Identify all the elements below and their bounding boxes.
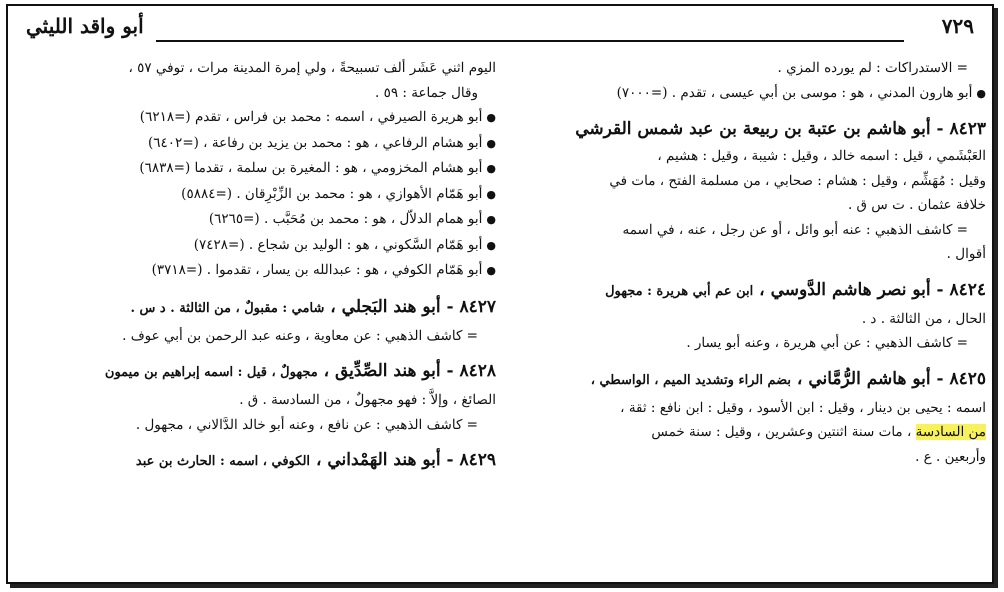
text-line: = كاشف الذهبي : عن أبي هريرة ، وعنه أبو يسار . — [686, 335, 968, 351]
bullet-line: ●أبو هريرة الصيرفي ، اسمه : محمد بن فراس ، تقدم (=٦٢١٨) — [139, 109, 496, 125]
bullet-icon: ● — [486, 238, 496, 252]
bullet-line: ●أبو هارون المدني ، هو : موسى بن أبي عيسى ، تقدم . (=٧٠٠٠) — [616, 84, 986, 101]
running-title: أبو واقد الليثي — [26, 14, 144, 38]
bullet-icon: ● — [486, 187, 496, 201]
bullet-line: ●أبو هَمّام السَّكوني ، هو : الوليد بن شجاع . (=٧٤٢٨) — [193, 236, 496, 253]
bullet-icon: ● — [486, 136, 496, 150]
bullet-icon: ● — [486, 111, 496, 124]
bullet-line: ●أبو هشام المخزومي ، هو : المغيرة بن سلمة ، تقدما (=٦٨٣٨) — [139, 160, 496, 176]
text-line: وقيل : مُهَشِّم ، وقيل : هشام : صحابي ، من مسلمة الفتح ، مات في — [609, 172, 986, 189]
entry-8424-heading: ٨٤٢٤ - أبو نصر هاشم الدَّوسي ، ابن عم أبي هريرة : مجهول — [605, 279, 986, 300]
bullet-line: ●أبو هَمّام الأهوازي ، هو : محمد بن الزِّبْرِقان . (=٥٨٨٤) — [181, 185, 496, 202]
entry-8425-heading: ٨٤٢٥ - أبو هاشم الرُّمَّاني ، بضم الراء وتشديد الميم ، الواسطي ، — [590, 368, 986, 389]
page-frame — [6, 4, 994, 584]
entry-8428-heading: ٨٤٢٨ - أبو هند الصِّدِّيق ، مجهولٌ ، قيل : اسمه إبراهيم بن ميمون — [104, 361, 496, 381]
page-number: ٧٢٩ — [941, 14, 974, 38]
text-line: = الاستدراكات : لم يورده المزي . — [777, 60, 968, 76]
bullet-line: ●أبو همام الدلاّل ، هو : محمد بن مُحَبَّب . (=٦٢٦٥) — [208, 211, 496, 227]
page-header — [26, 14, 974, 48]
bullet-icon: ● — [486, 162, 496, 175]
text-line: الحال ، من الثالثة . د . — [861, 310, 986, 327]
text-line: = كاشف الذهبي : عن نافع ، وعنه أبو خالد الدَّالاني ، مجهول . — [135, 416, 478, 433]
entry-8423-heading: ٨٤٢٣ - أبو هاشم بن عتبة بن ربيعة بن عبد شمس القرشي — [575, 119, 986, 139]
text-line: خلافة عثمان . ت س ق . — [847, 197, 986, 213]
text-line: من السادسة ، مات سنة اثنتين وعشرين ، وقيل : سنة خمس — [651, 424, 986, 440]
text-line: = كاشف الذهبي : عنه أبو وائل ، أو عن رجل ، عنه ، في اسمه — [622, 221, 968, 238]
bullet-line: ●أبو هشام الرفاعي ، هو : محمد بن يزيد بن رفاعة ، (=٦٤٠٢) — [148, 134, 496, 151]
text-line: = كاشف الذهبي : عن معاوية ، وعنه عبد الرحمن بن أبي عوف . — [122, 327, 478, 344]
text-line: وأربعين . ع . — [915, 448, 986, 465]
text-line: وقال جماعة : ٥٩ . — [375, 84, 478, 101]
text-line: اسمه : يحيى بن دينار ، وقيل : ابن الأسود ، وقيل : ابن نافع : ثقة ، — [620, 399, 986, 416]
highlighted-text: من السادسة — [915, 424, 986, 440]
bullet-icon: ● — [486, 213, 496, 226]
bullet-icon: ● — [486, 264, 496, 277]
entry-8429-heading: ٨٤٢٩ - أبو هند الهَمْداني ، الكوفي ، اسمه : الحارث بن عبد — [135, 450, 496, 470]
bullet-icon: ● — [976, 86, 986, 100]
right-column — [516, 56, 986, 469]
text-line: اليوم اثني عَشَر ألف تسبيحةً ، ولي إمرة المدينة مرات ، توفي ٥٧ ، — [128, 60, 496, 76]
text-line: الصائغ ، وإلاَّ : فهو مجهولٌ ، من السادسة . ق . — [239, 392, 496, 408]
text-line: العَبْشَمي ، قيل : اسمه خالد ، وقيل : شيبة ، وقيل : هشيم ، — [657, 148, 986, 164]
entry-8427-heading: ٨٤٢٧ - أبو هند البَجلي ، شامي : مقبولٌ ، من الثالثة . د س . — [130, 296, 496, 317]
left-column — [28, 56, 496, 477]
header-rule — [156, 40, 904, 42]
text-line: أقوال . — [946, 246, 986, 262]
bullet-line: ●أبو هَمّام الكوفي ، هو : عبدالله بن يسار ، تقدموا . (=٣٧١٨) — [151, 262, 496, 278]
